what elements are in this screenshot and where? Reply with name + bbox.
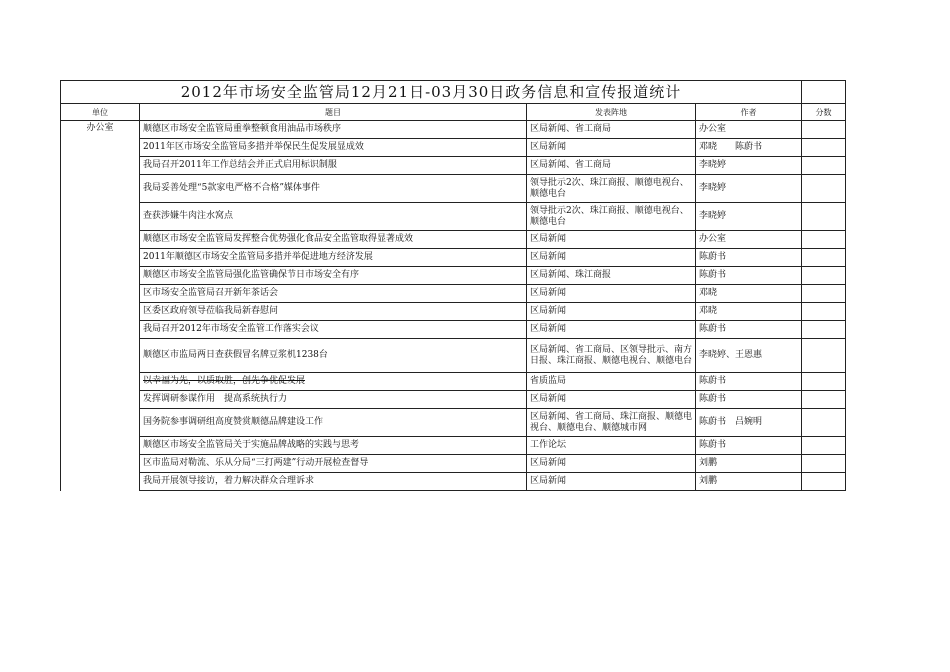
- report-title: 2012年市场安全监管局12月21日-03月30日政务信息和宣传报道统计: [61, 81, 802, 104]
- table-row: [61, 303, 846, 321]
- venue-cell: 区局新闻、省工商局: [527, 121, 696, 139]
- report-sheet: [60, 80, 846, 491]
- score-cell: [802, 285, 846, 303]
- author-cell: 邓晓 陈蔚书: [696, 139, 802, 157]
- venue-cell: 区局新闻: [527, 473, 696, 491]
- author-cell: 陈蔚书: [696, 391, 802, 409]
- score-cell: [802, 175, 846, 203]
- score-cell: [802, 303, 846, 321]
- score-cell: [802, 339, 846, 373]
- venue-cell: 省质监局: [527, 373, 696, 391]
- table-row: [61, 409, 846, 437]
- author-cell: 李晓婷: [696, 175, 802, 203]
- score-cell: [802, 455, 846, 473]
- table-row: [61, 121, 846, 139]
- table-row: [61, 473, 846, 491]
- header-topic: 题目: [140, 104, 527, 121]
- topic-cell: 区委区政府领导莅临我局新春慰问: [140, 303, 527, 321]
- table-row: [61, 249, 846, 267]
- topic-cell: 我局开展领导接访，着力解决群众合理诉求: [140, 473, 527, 491]
- venue-cell: 区局新闻、省工商局: [527, 157, 696, 175]
- score-cell: [802, 203, 846, 231]
- topic-cell: 我局妥善处理“5款家电严格不合格”媒体事件: [140, 175, 527, 203]
- topic-cell: 区市场安全监管局召开新年茶话会: [140, 285, 527, 303]
- venue-cell: 区局新闻: [527, 231, 696, 249]
- score-cell: [802, 373, 846, 391]
- venue-cell: 区局新闻: [527, 285, 696, 303]
- author-cell: 李晓婷: [696, 203, 802, 231]
- author-cell: 陈蔚书: [696, 321, 802, 339]
- topic-cell: 顺德区市场安全监管局发挥整合优势强化食品安全监管取得显著成效: [140, 231, 527, 249]
- score-cell: [802, 473, 846, 491]
- title-blank-cell: [802, 81, 846, 104]
- score-cell: [802, 121, 846, 139]
- venue-cell: 区局新闻: [527, 321, 696, 339]
- table-row: [61, 267, 846, 285]
- topic-cell: 查获涉嫌牛肉注水窝点: [140, 203, 527, 231]
- author-cell: 刘鹏: [696, 473, 802, 491]
- author-cell: 刘鹏: [696, 455, 802, 473]
- venue-cell: 区局新闻: [527, 249, 696, 267]
- venue-cell: 区局新闻: [527, 391, 696, 409]
- score-cell: [802, 391, 846, 409]
- header-unit: 单位: [61, 104, 140, 121]
- venue-cell: 区局新闻: [527, 455, 696, 473]
- unit-cell: 办公室: [61, 121, 140, 491]
- topic-cell: 我局召开2011年工作总结会并正式启用标识制服: [140, 157, 527, 175]
- topic-cell: 顺德区市场安全监管局重拳整顿食用油品市场秩序: [140, 121, 527, 139]
- table-row: [61, 455, 846, 473]
- score-cell: [802, 409, 846, 437]
- table-row: [61, 231, 846, 249]
- author-cell: 办公室: [696, 121, 802, 139]
- score-cell: [802, 231, 846, 249]
- header-row: [61, 104, 846, 121]
- topic-cell: [140, 373, 527, 391]
- table-row: [61, 373, 846, 391]
- header-venue: 发表阵地: [527, 104, 696, 121]
- score-cell: [802, 157, 846, 175]
- topic-cell: 发挥调研参谋作用 提高系统执行力: [140, 391, 527, 409]
- score-cell: [802, 249, 846, 267]
- author-cell: 陈蔚书: [696, 373, 802, 391]
- author-cell: 李晓婷、王恩惠: [696, 339, 802, 373]
- score-cell: [802, 321, 846, 339]
- topic-cell: 我局召开2012年市场安全监管工作落实会议: [140, 321, 527, 339]
- author-cell: 陈蔚书: [696, 249, 802, 267]
- author-cell: 办公室: [696, 231, 802, 249]
- venue-cell: 区局新闻: [527, 303, 696, 321]
- author-cell: 李晓婷: [696, 157, 802, 175]
- topic-cell: 顺德区市监局两日查获假冒名牌豆浆机1238台: [140, 339, 527, 373]
- topic-cell: 国务院参事调研组高度赞赏顺德品牌建设工作: [140, 409, 527, 437]
- title-row: [61, 81, 846, 104]
- author-cell: 邓晓: [696, 303, 802, 321]
- venue-cell: 领导批示2次、珠江商报、顺德电视台、顺德电台: [527, 203, 696, 231]
- venue-cell: 领导批示2次、珠江商报、顺德电视台、顺德电台: [527, 175, 696, 203]
- table-row: [61, 285, 846, 303]
- score-cell: [802, 437, 846, 455]
- table-row: [61, 339, 846, 373]
- table-row: [61, 321, 846, 339]
- venue-cell: 区局新闻、省工商局、珠江商报、顺德电视台、顺德电台、顺德城市网: [527, 409, 696, 437]
- table-row: [61, 139, 846, 157]
- topic-cell: 区市监局对勒流、乐从分局“三打两建”行动开展检查督导: [140, 455, 527, 473]
- venue-cell: 区局新闻、珠江商报: [527, 267, 696, 285]
- score-cell: [802, 139, 846, 157]
- author-cell: 陈蔚书: [696, 437, 802, 455]
- table-row: [61, 175, 846, 203]
- venue-cell: 工作论坛: [527, 437, 696, 455]
- venue-cell: 区局新闻、省工商局、区领导批示、南方日报、珠江商报、顺德电视台、顺德电台: [527, 339, 696, 373]
- header-author: 作者: [696, 104, 802, 121]
- topic-cell: 2011年区市场安全监管局多措并举保民生促发展显成效: [140, 139, 527, 157]
- topic-text: 以幸福为先，以质取胜，创先争优促发展: [143, 376, 306, 386]
- author-cell: 陈蔚书: [696, 267, 802, 285]
- author-cell: 陈蔚书 吕婉明: [696, 409, 802, 437]
- author-cell: 邓晓: [696, 285, 802, 303]
- report-table: [60, 80, 846, 491]
- table-row: [61, 203, 846, 231]
- table-row: [61, 157, 846, 175]
- header-score: 分数: [802, 104, 846, 121]
- topic-cell: 顺德区市场安全监管局强化监管确保节日市场安全有序: [140, 267, 527, 285]
- venue-cell: 区局新闻: [527, 139, 696, 157]
- table-row: [61, 437, 846, 455]
- score-cell: [802, 267, 846, 285]
- table-row: [61, 391, 846, 409]
- topic-cell: 2011年顺德区市场安全监管局多措并举促进地方经济发展: [140, 249, 527, 267]
- topic-cell: 顺德区市场安全监管局关于实施品牌战略的实践与思考: [140, 437, 527, 455]
